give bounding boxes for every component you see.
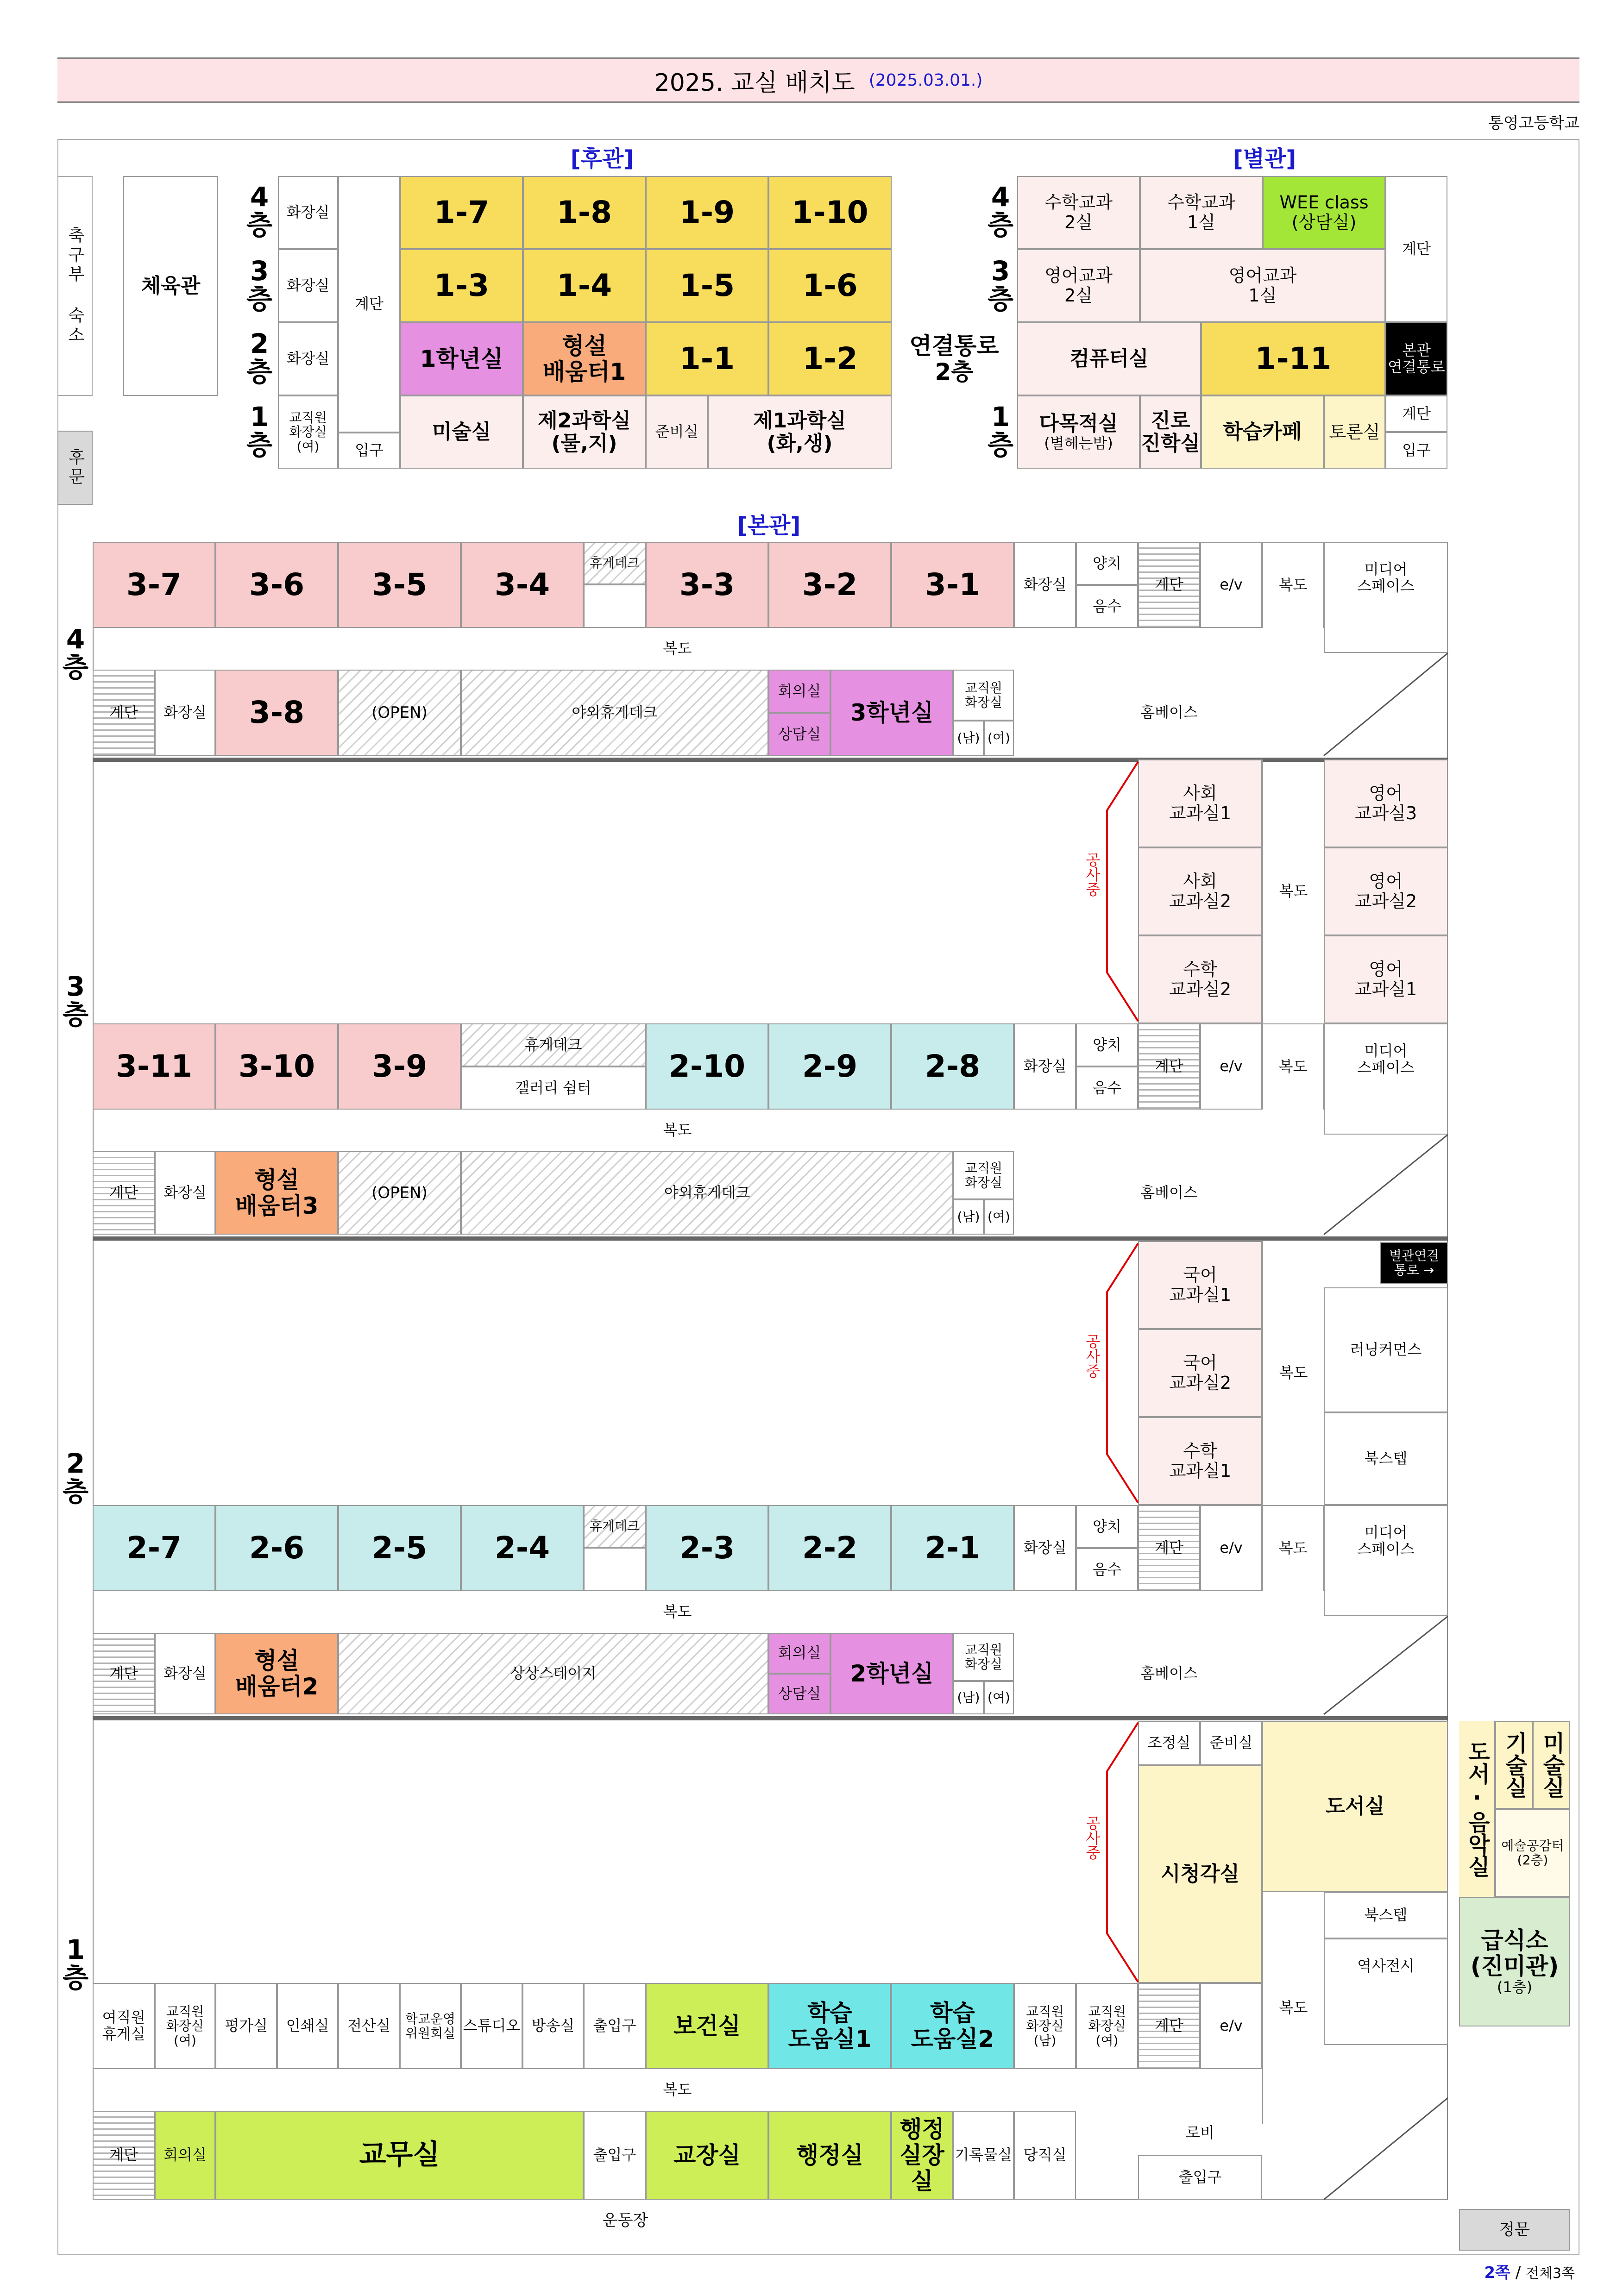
annex-link-2f: 별관연결 통로 →: [1380, 1242, 1448, 1284]
construction-2f: 공사중: [1083, 1334, 1101, 1378]
main-link-passage: 본관 연결통로: [1385, 322, 1447, 395]
main-floor-4: 4 층: [62, 623, 89, 683]
art-center: 예술공감터 (2층): [1495, 1809, 1570, 1897]
room-3-6: 3-6: [215, 542, 338, 628]
room-1-5: 1-5: [646, 249, 768, 322]
cafeteria: [1459, 1897, 1570, 2026]
corridor-2f-ev: 복도: [1262, 1505, 1324, 1591]
back-floor-4: 4 층: [246, 181, 273, 241]
connector-2f: 연결통로 2층: [909, 332, 999, 385]
homebase-4f: 홈베이스: [1140, 703, 1198, 721]
annex-entrance: 입구: [1385, 432, 1447, 469]
tech-room: [1495, 1721, 1533, 1809]
toilet-2f-west: 화장실: [155, 1633, 215, 1714]
principal-office: 교장실: [646, 2111, 768, 2200]
back-toilet-3f: 화장실: [278, 249, 338, 322]
room-3-7: 3-7: [93, 542, 215, 628]
staff-toilet-2f-m: (남): [953, 1681, 984, 1714]
brush-4f: 양치: [1076, 542, 1138, 585]
media-space-2f: 미디어 스페이스: [1324, 1505, 1448, 1616]
english-office-2: 영어교과 2실: [1017, 249, 1140, 322]
room-2-9: 2-9: [768, 1023, 891, 1110]
hyeongseol-3: 형설 배움터3: [215, 1151, 338, 1235]
lobby: 로비: [1186, 2124, 1214, 2142]
section-main: [본관]: [737, 513, 801, 539]
corridor-3f-ev: 복도: [1262, 1023, 1324, 1110]
admin-head-office: 행정 실장실: [891, 2111, 953, 2200]
multipurpose-sub: (별헤는밤): [1044, 434, 1113, 452]
water-4f: 음수: [1076, 585, 1138, 628]
meeting-room-2f: 회의실: [768, 1633, 830, 1674]
gym: 체육관: [123, 176, 218, 396]
health-room: 보건실: [646, 1983, 768, 2069]
page-total: 전체3쪽: [1525, 2265, 1575, 2282]
room-3-3: 3-3: [646, 542, 768, 628]
social-office-1: 사회 교과실1: [1138, 759, 1262, 847]
elevator-1f: e/v: [1200, 1983, 1262, 2069]
prep-room: 준비실: [646, 395, 708, 469]
water-3f: 음수: [1076, 1066, 1138, 1110]
corridor-3f-east: 복도: [1262, 759, 1324, 1023]
room-2-3: 2-3: [646, 1505, 768, 1591]
cafeteria-label: 급식소 (진미관): [1470, 1927, 1559, 1980]
english-room-2: 영어 교과실2: [1324, 847, 1448, 935]
room-3-10: 3-10: [215, 1023, 338, 1110]
room-2-10: 2-10: [646, 1023, 768, 1110]
counsel-room-2f: 상담실: [768, 1674, 830, 1714]
open-area-3f: (OPEN): [338, 1151, 461, 1235]
staff-toilet-3f-m: (남): [953, 1199, 984, 1235]
room-3-8: 3-8: [215, 670, 338, 756]
toilet-4f: 화장실: [1014, 542, 1076, 628]
media-space-4f: 미디어 스페이스: [1324, 542, 1448, 653]
back-stairs: 계단: [338, 176, 400, 433]
bookstep-1f: 북스텝: [1324, 1892, 1448, 1938]
room-3-2: 3-2: [768, 542, 891, 628]
stairs-4f-west: 계단: [93, 670, 155, 756]
room-2-2: 2-2: [768, 1505, 891, 1591]
stairs-1f-east: 계단: [1138, 1983, 1200, 2069]
math-office-1: 수학교과 1실: [1140, 176, 1263, 249]
section-back: [후관]: [570, 146, 634, 172]
room-3-1: 3-1: [891, 542, 1014, 628]
back-gate: 후문: [57, 431, 93, 505]
science-room-2: 제2과학실 (물,지): [523, 395, 646, 469]
room-1-1: 1-1: [646, 322, 768, 395]
room-3-5: 3-5: [338, 542, 461, 628]
toilet-4f-west: 화장실: [155, 670, 215, 756]
hyeongseol-1: 형설 배움터1: [523, 322, 646, 395]
outdoor-deck-4f: 야외휴게데크: [461, 670, 768, 756]
page-date: (2025.03.01.): [868, 70, 983, 90]
lobby-entrance: 출입구: [1138, 2155, 1262, 2200]
bookstep-2f: 북스텝: [1324, 1412, 1448, 1505]
art-room-label: 미술실: [1539, 1731, 1565, 1798]
toilet-3f: 화장실: [1014, 1023, 1076, 1110]
annex-floor-4: 4 층: [987, 181, 1014, 241]
room-1-6: 1-6: [768, 249, 892, 322]
homebase-3f: 홈베이스: [1140, 1184, 1198, 1202]
elevator-2f: e/v: [1200, 1505, 1262, 1591]
room-1-4: 1-4: [523, 249, 646, 322]
adjust-room: 조정실: [1138, 1721, 1200, 1765]
back-floor-3: 3 층: [246, 255, 273, 315]
social-office-2: 사회 교과실2: [1138, 847, 1262, 935]
meeting-room-1f: 회의실: [155, 2111, 215, 2200]
elevator-4f: e/v: [1200, 542, 1262, 628]
av-room: 시청각실: [1138, 1765, 1262, 1983]
wee-class: WEE class (상담실): [1263, 176, 1385, 249]
records-room: 기록물실: [953, 2111, 1014, 2200]
art-room: 미술실: [400, 395, 523, 469]
section-annex: [별관]: [1233, 146, 1296, 172]
rest-deck-4f: 휴게데크: [584, 542, 646, 584]
library-music-room: [1459, 1721, 1495, 1897]
learning-support-1: 학습 도움실1: [768, 1983, 891, 2069]
room-1-11: 1-11: [1201, 322, 1385, 395]
study-cafe: 학습카페: [1201, 395, 1324, 469]
room-2-4: 2-4: [461, 1505, 584, 1591]
staff-toilet-4f: 교직원 화장실: [953, 670, 1014, 721]
staff-toilet-1f-f: 교직원 화장실 (여): [1076, 1983, 1138, 2069]
annex-stairs: 계단: [1385, 176, 1447, 322]
annex-stairs-1f: 계단: [1385, 395, 1447, 432]
staff-toilet-4f-m: (남): [953, 721, 984, 756]
elevator-3f: e/v: [1200, 1023, 1262, 1110]
dorm-label: 축구부 숙소: [57, 176, 93, 396]
corridor-1f: 복도: [663, 2081, 692, 2099]
corridor-4f-east: 복도: [1262, 542, 1324, 628]
outdoor-deck-3f: 야외휴게데크: [461, 1151, 953, 1235]
math-office-2: 수학교과 2실: [1017, 176, 1140, 249]
cafeteria-floor: (1층): [1497, 1978, 1533, 1996]
stairs-3f-east: 계단: [1138, 1023, 1200, 1110]
stairs-3f-west: 계단: [93, 1151, 155, 1235]
back-floor-1: 1 층: [246, 401, 273, 461]
room-2-5: 2-5: [338, 1505, 461, 1591]
toilet-2f: 화장실: [1014, 1505, 1076, 1591]
prep-room-1f: 준비실: [1200, 1721, 1262, 1765]
hyeongseol-2: 형설 배움터2: [215, 1633, 338, 1714]
room-2-8: 2-8: [891, 1023, 1014, 1110]
school-committee-room: 학교운영 위원회실: [400, 1983, 461, 2069]
staff-toilet-2f-f: (여): [984, 1681, 1014, 1714]
corridor-4f: 복도: [663, 640, 692, 658]
page-current: 2쪽: [1484, 2264, 1510, 2282]
room-1-2: 1-2: [768, 322, 892, 395]
english-room-1: 영어 교과실1: [1324, 935, 1448, 1023]
room-3-4: 3-4: [461, 542, 584, 628]
learning-commons: 러닝커먼스: [1324, 1287, 1448, 1412]
stairs-1f-west: 계단: [93, 2111, 155, 2200]
main-floor-3: 3 층: [62, 971, 89, 1030]
main-gate: 정문: [1459, 2209, 1570, 2251]
staff-toilet-4f-f: (여): [984, 721, 1014, 756]
back-entrance: 입구: [338, 433, 400, 469]
staff-toilet-1f-m: 교직원 화장실 (남): [1014, 1983, 1076, 2069]
meeting-room-4f: 회의실: [768, 670, 830, 713]
grade1-office: 1학년실: [400, 322, 523, 395]
water-2f: 음수: [1076, 1548, 1138, 1591]
exit-1f-south: 출입구: [584, 2111, 646, 2200]
broadcast-room: 방송실: [522, 1983, 584, 2069]
room-1-8: 1-8: [523, 176, 646, 249]
korean-office-1: 국어 교과실1: [1138, 1241, 1262, 1329]
back-floor-2: 2 층: [246, 328, 273, 388]
toilet-3f-west: 화장실: [155, 1151, 215, 1235]
room-2-1: 2-1: [891, 1505, 1014, 1591]
admin-office: 행정실: [768, 2111, 891, 2200]
library-music-label: 도서·음악실: [1464, 1740, 1490, 1877]
open-area-4f: (OPEN): [338, 670, 461, 756]
rest-deck-2f: 휴게데크: [584, 1505, 646, 1548]
stairs-4f-east: 계단: [1138, 542, 1200, 628]
main-floor-2: 2 층: [62, 1448, 89, 1507]
grade3-office: 3학년실: [830, 670, 953, 756]
corridor-2f-east: 복도: [1262, 1241, 1324, 1505]
back-toilet-2f: 화장실: [278, 322, 338, 395]
teachers-office: 교무실: [215, 2111, 584, 2200]
math-office-main-1: 수학 교과실1: [1138, 1417, 1262, 1505]
construction-3f: 공사중: [1083, 852, 1101, 897]
annex-floor-3: 3 층: [987, 255, 1014, 315]
staff-toilet-2f: 교직원 화장실: [953, 1633, 1014, 1681]
counsel-room-4f: 상담실: [768, 713, 830, 756]
corridor-3f: 복도: [663, 1121, 692, 1139]
corridor-2f: 복도: [663, 1603, 692, 1621]
stairs-2f-east: 계단: [1138, 1505, 1200, 1591]
stairs-2f-west: 계단: [93, 1633, 155, 1714]
duty-room: 당직실: [1014, 2111, 1076, 2200]
back-toilet-4f: 화장실: [278, 176, 338, 249]
page-title: 2025. 교실 배치도: [654, 69, 855, 97]
history-exhibit: 역사전시: [1324, 1938, 1448, 2045]
room-3-11: 3-11: [93, 1023, 215, 1110]
page-separator: /: [1515, 2264, 1521, 2282]
imagination-stage: 상상스테이지: [338, 1633, 768, 1714]
main-floor-1: 1 층: [62, 1934, 89, 1994]
staff-toilet-3f: 교직원 화장실: [953, 1151, 1014, 1199]
playground: 운동장: [602, 2211, 648, 2230]
multipurpose-label: 다목적실: [1039, 412, 1118, 436]
math-office-main-2: 수학 교과실2: [1138, 935, 1262, 1023]
career-room: 진로 진학실: [1140, 395, 1201, 469]
learning-support-2: 학습 도움실2: [891, 1983, 1014, 2069]
studio: 스튜디오: [461, 1983, 522, 2069]
page-number: [1436, 2260, 1575, 2283]
staff-toilet-3f-f: (여): [984, 1199, 1014, 1235]
debate-room: 토론실: [1324, 395, 1385, 469]
school-name: 통영고등학교: [1488, 114, 1579, 132]
science-room-1: 제1과학실 (화,생): [708, 395, 892, 469]
grade2-office: 2학년실: [830, 1633, 953, 1714]
computer-ops-room: 전산실: [338, 1983, 400, 2069]
annex-floor-1: 1 층: [987, 401, 1014, 461]
room-1-10: 1-10: [768, 176, 892, 249]
computer-room: 컴퓨터실: [1017, 322, 1201, 395]
korean-office-2: 국어 교과실2: [1138, 1329, 1262, 1417]
exit-1f-north: 출입구: [584, 1983, 646, 2069]
gallery-shelter: 갤러리 쉼터: [461, 1066, 646, 1110]
back-staff-toilet: 교직원 화장실 (여): [278, 395, 338, 469]
staff-toilet-1f-west: 교직원 화장실 (여): [155, 1983, 215, 2069]
room-1-7: 1-7: [400, 176, 523, 249]
media-space-3f: 미디어 스페이스: [1324, 1023, 1448, 1135]
rest-deck-3f: 휴게데크: [461, 1023, 646, 1066]
brush-2f: 양치: [1076, 1505, 1138, 1548]
room-2-7: 2-7: [93, 1505, 215, 1591]
room-3-9: 3-9: [338, 1023, 461, 1110]
english-office-1: 영어교과 1실: [1140, 249, 1385, 322]
female-staff-lounge: 여직원 휴게실: [93, 1983, 155, 2069]
english-room-3: 영어 교과실3: [1324, 759, 1448, 847]
construction-1f: 공사중: [1083, 1815, 1101, 1860]
tech-room-label: 기술실: [1501, 1731, 1528, 1798]
art-room-outbuilding: [1533, 1721, 1570, 1809]
room-1-9: 1-9: [646, 176, 768, 249]
corridor-1f-east: 복도: [1262, 1892, 1324, 2124]
evaluation-room: 평가실: [215, 1983, 277, 2069]
library-main: 도서실: [1262, 1721, 1448, 1892]
brush-3f: 양치: [1076, 1023, 1138, 1066]
room-1-3: 1-3: [400, 249, 523, 322]
room-2-6: 2-6: [215, 1505, 338, 1591]
print-room: 인쇄실: [277, 1983, 338, 2069]
homebase-2f: 홈베이스: [1140, 1664, 1198, 1682]
